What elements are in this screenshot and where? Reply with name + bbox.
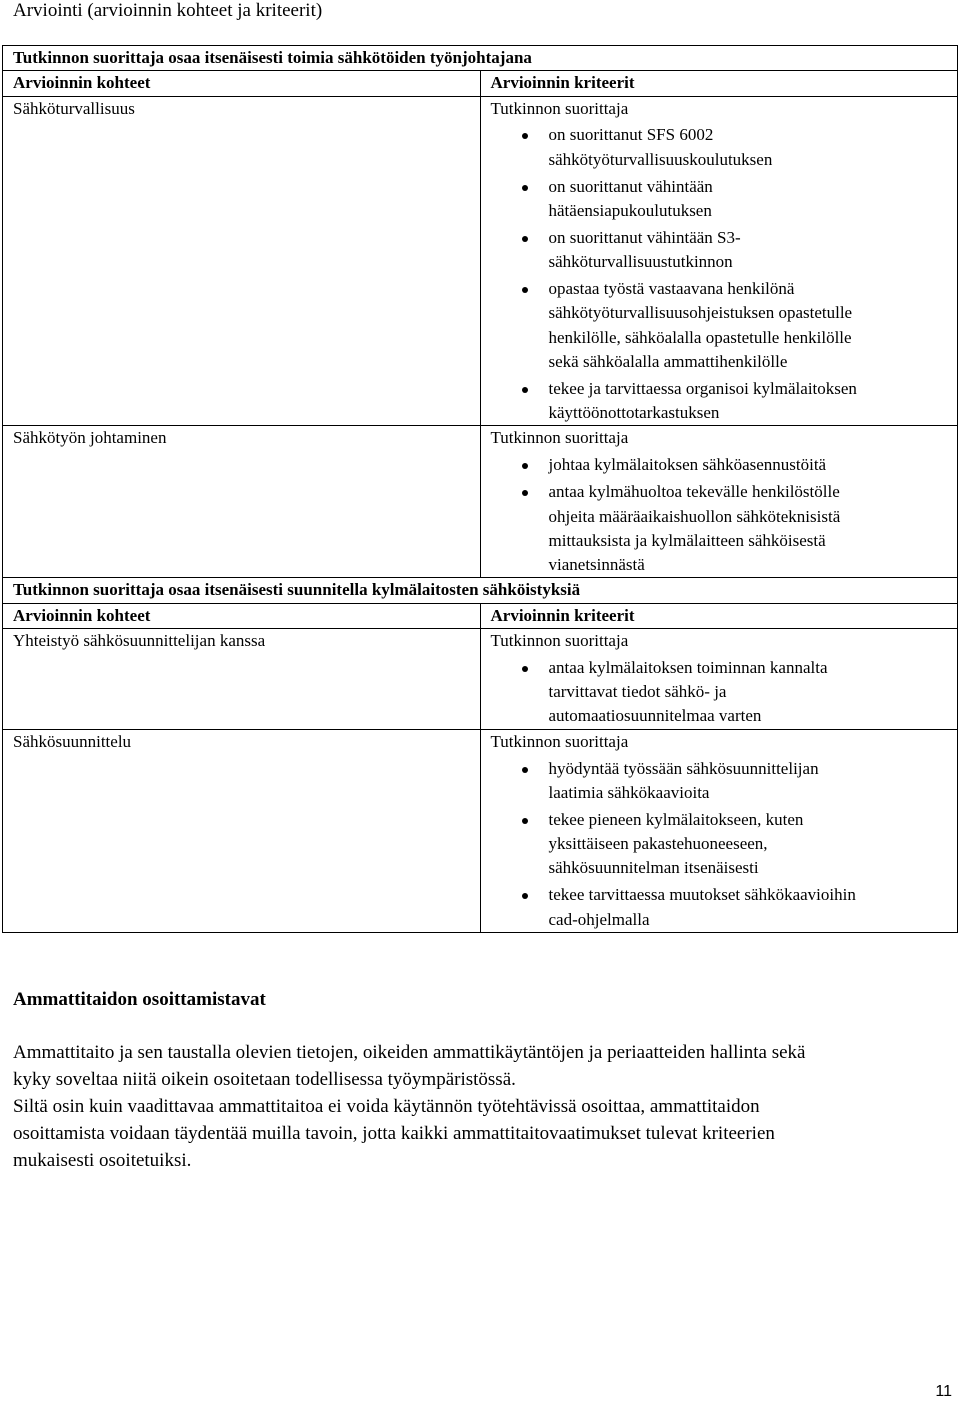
criteria-line: sähkösuunnitelman itsenäisesti [548,858,759,878]
paragraph-line: Siltä osin kuin vaadittavaa ammattitaitoa ei voida käytännön työtehtävissä osoittaa, ammattitaidon [13,1096,760,1117]
assessment-target: Sähkösuunnittelu [3,729,481,932]
section-title: Tutkinnon suorittaja osaa itsenäisesti suunnitella kylmälaitosten sähköistyksiä [3,578,958,603]
criteria-item [549,883,958,932]
criteria-line: tekee tarvittaessa muutokset sähkökaavioihin [548,885,856,905]
assessment-target: Yhteistyö sähkösuunnittelijan kanssa [3,628,481,729]
criteria-item [549,453,958,477]
criteria-line: on suorittanut vähintään [548,176,713,196]
page-title: Arviointi (arvioinnin kohteet ja kriteerit) [13,0,323,21]
criteria-line: tekee pieneen kylmälaitokseen, kuten [548,809,804,829]
criteria-item [549,175,958,224]
assessment-target: Sähkötyön johtaminen [3,426,481,578]
assessment-criteria [480,426,958,578]
assessment-table [2,45,958,933]
criteria-line: yksittäiseen pakastehuoneeseen, [548,834,768,854]
criteria-line: sähköturvallisuustutkinnon [548,252,733,272]
criteria-item [549,123,958,172]
criteria-item [549,377,958,426]
assessment-row [3,96,958,426]
criteria-line: cad-ohjelmalla [548,909,650,929]
assessment-criteria [480,729,958,932]
criteria-line: antaa kylmähuoltoa tekevälle henkilöstölle [548,482,840,502]
methods-paragraph-2 [13,1093,953,1174]
assessment-criteria [480,628,958,729]
criteria-line: hätäensiapukoulutuksen [548,200,712,220]
criteria-line: henkilölle, sähköalalla opastetulle henkilölle [548,327,852,347]
assessment-criteria [480,96,958,426]
paragraph-line: kyky soveltaa niitä oikein osoitetaan todellisessa työympäristössä. [13,1069,516,1090]
criteria-item [549,656,958,729]
criteria-line: vianetsinnästä [548,555,645,575]
paragraph-line: osoittamista voidaan täydentää muilla tavoin, jotta kaikki ammattitaitovaatimukset tulevat kriteerien [13,1123,775,1144]
paragraph-line: mukaisesti osoitetuiksi. [13,1150,192,1171]
criteria-line: johtaa kylmälaitoksen sähköasennustöitä [548,455,827,475]
page-number: 11 [935,1383,952,1400]
criteria-line: on suorittanut SFS 6002 [548,125,714,145]
criteria-line: ohjeita määräaikaishuollon sähköteknisistä [548,506,841,526]
column-header-targets: Arvioinnin kohteet [3,71,481,96]
criteria-lead: Tutkinnon suorittaja [490,731,629,751]
section-title: Tutkinnon suorittaja osaa itsenäisesti toimia sähkötöiden työnjohtajana [3,46,958,71]
assessment-row [3,628,958,729]
criteria-line: automaatiosuunnitelmaa varten [548,706,762,726]
section-row [3,578,958,603]
criteria-item [549,757,958,806]
criteria-line: opastaa työstä vastaavana henkilönä [548,279,795,299]
criteria-line: mittauksista ja kylmälaitteen sähköisestä [548,530,826,550]
methods-paragraph-1 [13,1039,953,1093]
criteria-lead: Tutkinnon suorittaja [490,98,629,118]
column-header-row [3,603,958,628]
criteria-lead: Tutkinnon suorittaja [490,630,629,650]
column-header-row [3,71,958,96]
criteria-item [549,277,958,374]
column-header-criteria: Arvioinnin kriteerit [480,71,958,96]
assessment-target: Sähköturvallisuus [3,96,481,426]
criteria-line: laatimia sähkökaavioita [548,782,710,802]
criteria-list [491,656,958,729]
criteria-line: sekä sähköalalla ammattihenkilölle [548,351,788,371]
criteria-line: tarvittavat tiedot sähkö- ja [548,682,727,702]
criteria-line: on suorittanut vähintään S3- [548,227,741,247]
criteria-line: sähkötyöturvallisuuskoulutuksen [548,149,773,169]
paragraph-line: Ammattitaito ja sen taustalla olevien tietojen, oikeiden ammattikäytäntöjen ja periaatteiden hallinta sekä [13,1042,806,1063]
criteria-list [491,757,958,932]
criteria-line: hyödyntää työssään sähkösuunnittelijan [548,758,819,778]
criteria-line: tekee ja tarvittaessa organisoi kylmälaitoksen [548,378,857,398]
criteria-list [491,123,958,425]
criteria-lead: Tutkinnon suorittaja [490,428,629,448]
criteria-line: antaa kylmälaitoksen toiminnan kannalta [548,657,828,677]
criteria-list [491,453,958,577]
criteria-line: sähkötyöturvallisuusohjeistuksen opastetulle [548,303,853,323]
assessment-row [3,729,958,932]
criteria-item [549,808,958,881]
column-header-targets: Arvioinnin kohteet [3,603,481,628]
criteria-item [549,480,958,577]
assessment-row [3,426,958,578]
methods-title: Ammattitaidon osoittamistavat [13,989,266,1010]
criteria-line: käyttöönottotarkastuksen [548,403,720,423]
criteria-item [549,226,958,275]
section-row [3,46,958,71]
column-header-criteria: Arvioinnin kriteerit [480,603,958,628]
